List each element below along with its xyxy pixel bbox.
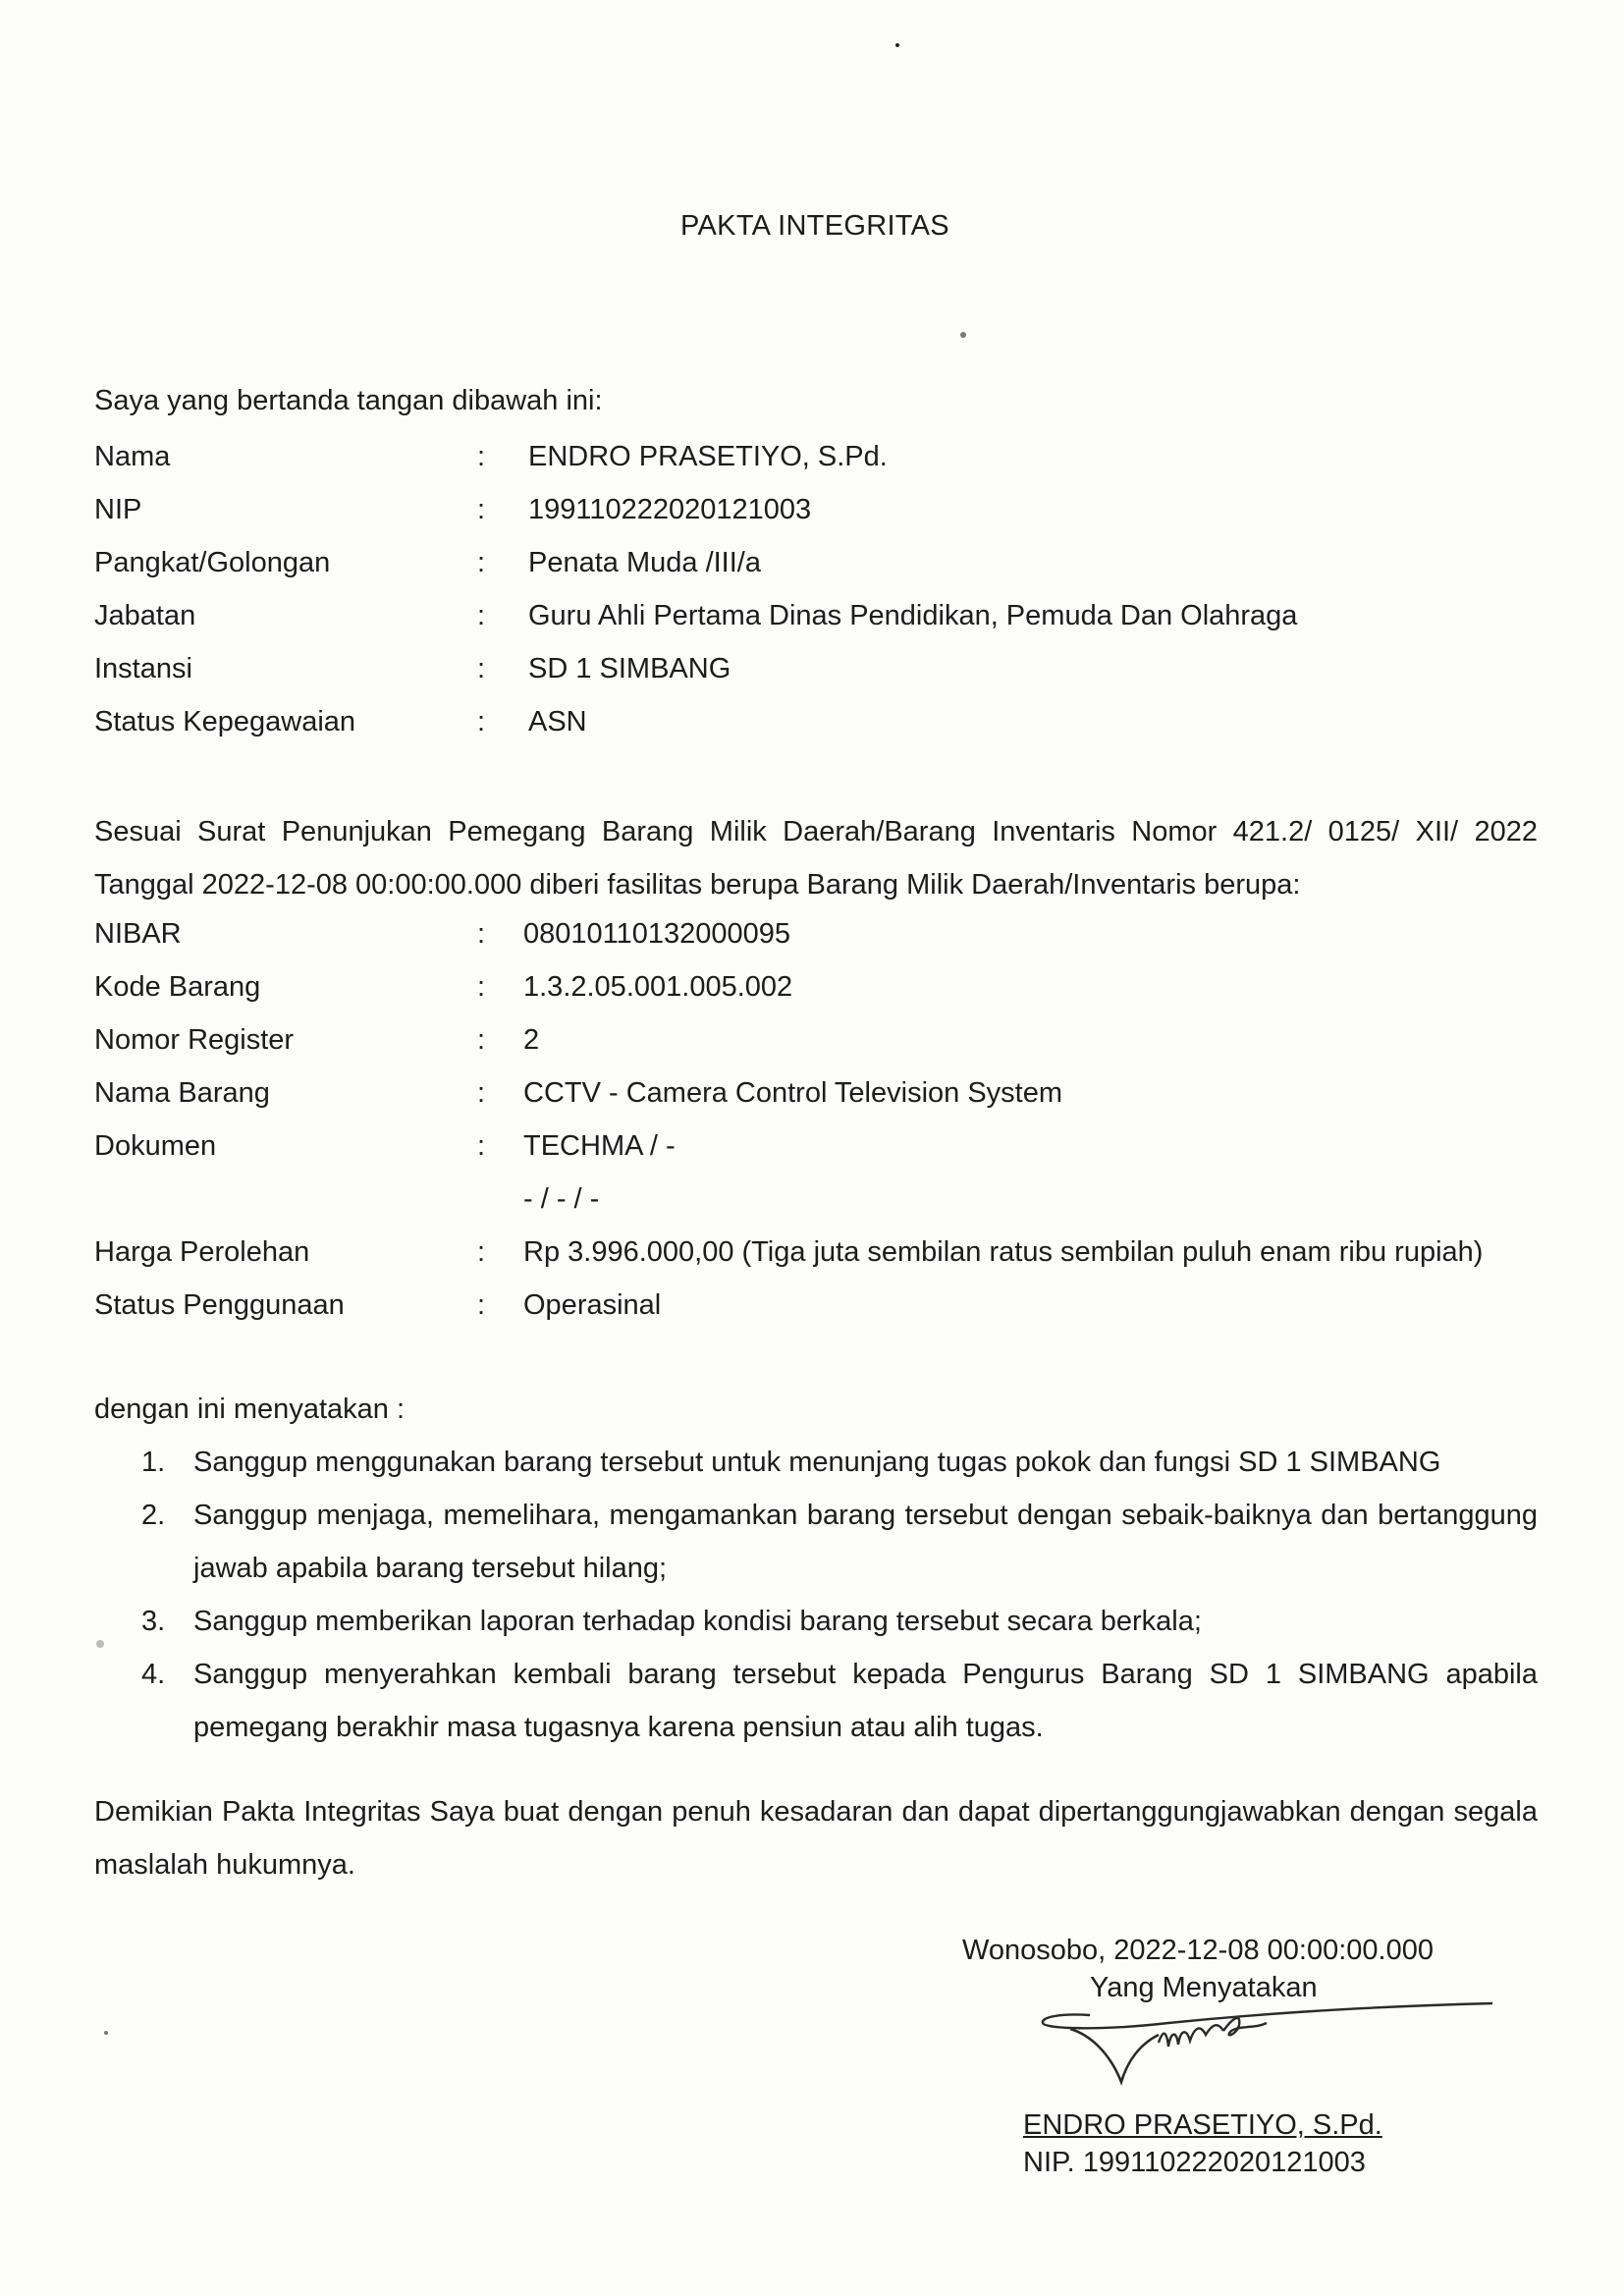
field-value: 1.3.2.05.001.005.002 — [523, 971, 793, 1003]
field-value: 08010110132000095 — [523, 918, 791, 950]
field-label: NIP — [94, 494, 142, 525]
field-separator: : — [477, 1077, 486, 1109]
field-label: Instansi — [94, 653, 192, 684]
signatory-nip: NIP. 199110222020121003 — [1023, 2147, 1366, 2178]
field-value: CCTV - Camera Control Television System — [523, 1077, 1063, 1109]
field-separator: : — [477, 653, 486, 684]
list-item — [94, 1489, 1538, 1595]
basis-paragraph: Sesuai Surat Penunjukan Pemegang Barang Milik Daerah/Barang Inventaris Nomor 421.2/ 0125/ XII/ 2022 Tanggal 2022-12-08 00:00:00.000 diberi fasilitas berupa Barang Milik Daerah/Inventaris berupa: — [94, 816, 1538, 901]
field-separator: : — [477, 1236, 486, 1268]
field-separator: : — [477, 494, 486, 525]
field-separator: : — [477, 441, 486, 472]
field-value: Penata Muda /III/a — [528, 547, 761, 578]
field-label: Jabatan — [94, 600, 196, 631]
field-label: NIBAR — [94, 918, 182, 950]
scan-speck — [104, 2031, 108, 2035]
list-text: Sanggup menggunakan barang tersebut untuk menunjang tugas pokok dan fungsi SD 1 SIMBANG — [193, 1447, 1441, 1478]
field-value: SD 1 SIMBANG — [528, 653, 731, 684]
field-value: ASN — [528, 706, 587, 738]
intro-text: Saya yang bertanda tangan dibawah ini: — [94, 385, 603, 416]
list-text: Sanggup menyerahkan kembali barang tersebut kepada Pengurus Barang SD 1 SIMBANG apabila pemegang berakhir masa tugasnya karena pensiun atau alih tugas. — [193, 1659, 1538, 1743]
list-number: 1. — [141, 1447, 166, 1478]
field-separator: : — [477, 918, 486, 950]
scan-speck — [960, 332, 966, 338]
field-label: Dokumen — [94, 1130, 217, 1162]
field-label: Harga Perolehan — [94, 1236, 310, 1268]
list-number: 2. — [141, 1500, 166, 1531]
field-value: 199110222020121003 — [528, 494, 812, 525]
field-value: 2 — [523, 1024, 540, 1056]
field-value: ENDRO PRASETIYO, S.Pd. — [528, 441, 888, 472]
field-label: Pangkat/Golongan — [94, 547, 331, 578]
signature-role: Yang Menyatakan — [1090, 1972, 1318, 2003]
field-separator: : — [477, 706, 486, 738]
list-text: Sanggup memberikan laporan terhadap kondisi barang tersebut secara berkala; — [193, 1606, 1202, 1637]
document-title: PAKTA INTEGRITAS — [680, 210, 949, 242]
field-label: Status Kepegawaian — [94, 706, 356, 738]
handwritten-signature — [1031, 1974, 1522, 2092]
field-separator: : — [477, 547, 486, 578]
statement-list — [94, 1436, 1538, 1754]
list-item — [94, 1648, 1538, 1754]
closing-paragraph: Demikian Pakta Integritas Saya buat dengan penuh kesadaran dan dapat dipertanggungjawabkan dengan segala maslalah hukumnya. — [94, 1796, 1538, 1881]
field-separator: : — [477, 600, 486, 631]
field-label: Kode Barang — [94, 971, 261, 1003]
field-separator: : — [477, 1289, 486, 1321]
field-label: Nomor Register — [94, 1024, 295, 1056]
field-value: Guru Ahli Pertama Dinas Pendidikan, Pemuda Dan Olahraga — [528, 600, 1298, 631]
list-item — [94, 1436, 1538, 1489]
list-item — [94, 1595, 1538, 1648]
scan-speck — [895, 43, 899, 47]
list-number: 3. — [141, 1606, 166, 1637]
signatory-name: ENDRO PRASETIYO, S.Pd. — [1023, 2109, 1382, 2141]
field-value: TECHMA / - — [523, 1130, 676, 1162]
field-label: Nama — [94, 441, 171, 472]
field-label: Nama Barang — [94, 1077, 270, 1109]
field-separator: : — [477, 1024, 486, 1056]
list-text: Sanggup menjaga, memelihara, mengamankan barang tersebut dengan sebaik-baiknya dan bertanggung jawab apabila barang tersebut hilang; — [193, 1500, 1538, 1584]
field-label: Status Penggunaan — [94, 1289, 345, 1321]
field-value: Rp 3.996.000,00 (Tiga juta sembilan ratus sembilan puluh enam ribu rupiah) — [523, 1236, 1484, 1268]
field-separator: : — [477, 971, 486, 1003]
declaration-intro: dengan ini menyatakan : — [94, 1394, 405, 1425]
field-value: Operasinal — [523, 1289, 662, 1321]
field-value: - / - / - — [523, 1183, 600, 1215]
list-number: 4. — [141, 1659, 166, 1690]
signature-place-date: Wonosobo, 2022-12-08 00:00:00.000 — [962, 1935, 1434, 1966]
field-separator: : — [477, 1130, 486, 1162]
